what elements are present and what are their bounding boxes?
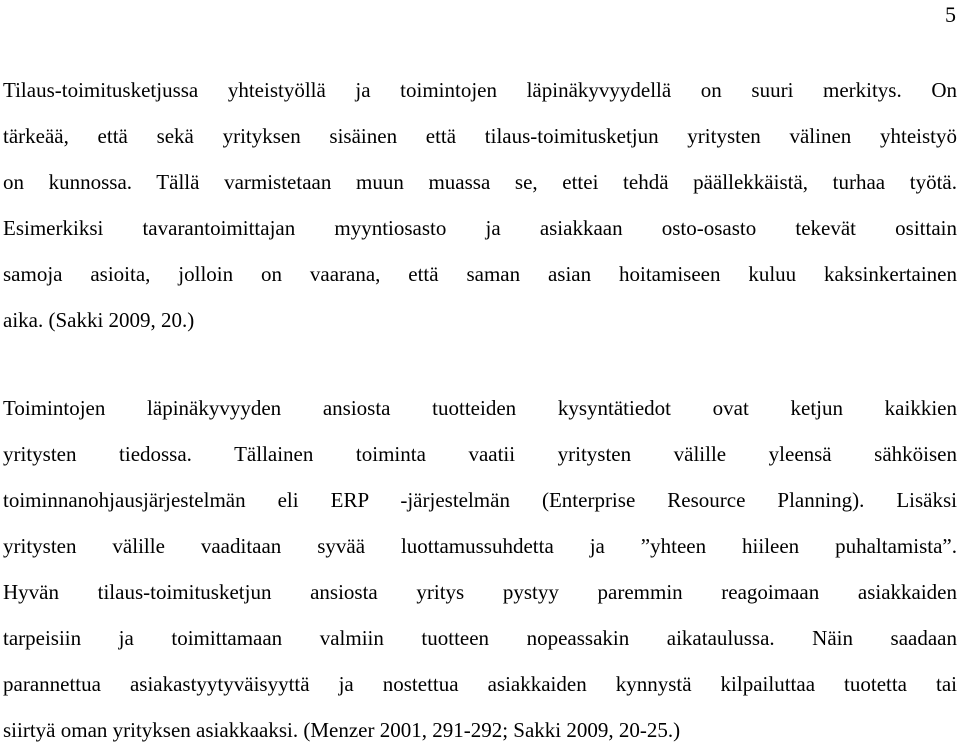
paragraph-line: on kunnossa. Tällä varmistetaan muun muassa se, ettei tehdä päällekkäistä, turhaa työtä. xyxy=(3,170,957,194)
paragraph-line: Tilaus-toimitusketjussa yhteistyöllä ja toimintojen läpinäkyvyydellä on suuri merkitys. On xyxy=(3,78,957,102)
paragraph-line: aika. (Sakki 2009, 20.) xyxy=(3,308,195,332)
paragraph-line: parannettua asiakastyytyväisyyttä ja nostettua asiakkaiden kynnystä kilpailuttaa tuotetta tai xyxy=(3,672,957,696)
paragraph-line: Esimerkiksi tavarantoimittajan myyntiosasto ja asiakkaan osto-osasto tekevät osittain xyxy=(3,216,957,240)
paragraph-line: siirtyä oman yrityksen asiakkaaksi. (Menzer 2001, 291-292; Sakki 2009, 20-25.) xyxy=(3,718,681,742)
paragraph-line: yritysten tiedossa. Tällainen toiminta vaatii yritysten välille yleensä sähköisen xyxy=(3,442,957,466)
page-number: 5 xyxy=(945,2,956,27)
paragraph-line: Toimintojen läpinäkyvyyden ansiosta tuotteiden kysyntätiedot ovat ketjun kaikkien xyxy=(3,396,957,420)
paragraph-1 xyxy=(3,67,957,343)
paragraph-line: yritysten välille vaaditaan syvää luottamussuhdetta ja ”yhteen hiileen puhaltamista”. xyxy=(3,534,957,558)
paragraph-2 xyxy=(3,385,957,753)
paragraph-line: tarpeisiin ja toimittamaan valmiin tuotteen nopeassakin aikataulussa. Näin saadaan xyxy=(3,626,957,650)
paragraph-line: samoja asioita, jolloin on vaarana, että saman asian hoitamiseen kuluu kaksinkertainen xyxy=(3,262,957,286)
paragraph-line: tärkeää, että sekä yrityksen sisäinen että tilaus-toimitusketjun yritysten välinen yhteistyö xyxy=(3,124,957,148)
paragraph-line: Hyvän tilaus-toimitusketjun ansiosta yritys pystyy paremmin reagoimaan asiakkaiden xyxy=(3,580,957,604)
paragraph-line: toiminnanohjausjärjestelmän eli ERP -järjestelmän (Enterprise Resource Planning). Lisäksi xyxy=(3,488,957,512)
